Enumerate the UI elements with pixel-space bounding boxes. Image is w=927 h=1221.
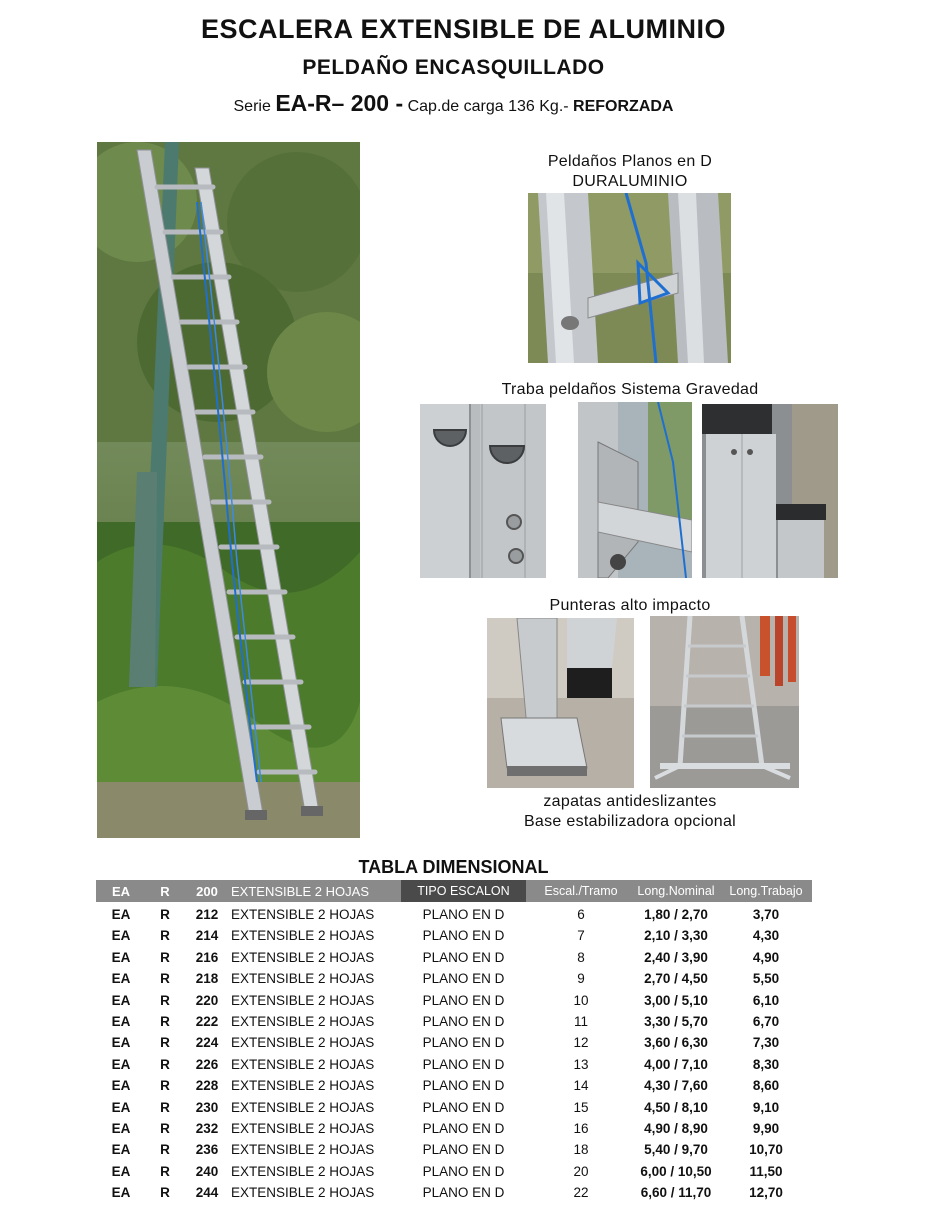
caps-caption: Punteras alto impacto bbox=[549, 597, 711, 614]
cell-ea: EA bbox=[111, 1099, 131, 1115]
cell-esc: 7 bbox=[577, 928, 585, 944]
page-title: ESCALERA EXTENSIBLE DE ALUMINIO bbox=[200, 14, 727, 44]
cell-nom: 4,90 / 8,90 bbox=[644, 1120, 708, 1136]
cell-r: R bbox=[160, 1120, 170, 1136]
cell-num: 214 bbox=[195, 928, 219, 944]
cell-r: R bbox=[160, 971, 170, 987]
cell-num: 226 bbox=[195, 1056, 219, 1072]
cell-nom: 4,00 / 7,10 bbox=[644, 1056, 708, 1072]
lock-photo-3 bbox=[702, 404, 838, 578]
cell-esc: 8 bbox=[577, 949, 585, 965]
cell-nom: 3,60 / 6,30 bbox=[644, 1035, 708, 1051]
cell-ea: EA bbox=[111, 1056, 131, 1072]
cell-esc: 22 bbox=[573, 1185, 589, 1201]
cell-trab: 5,50 bbox=[752, 971, 780, 987]
cell-desc: EXTENSIBLE 2 HOJAS bbox=[231, 1099, 375, 1115]
cell-r: R bbox=[160, 1078, 170, 1094]
cell-tipo: PLANO EN D bbox=[422, 1078, 505, 1094]
cell-ea: EA bbox=[111, 1185, 131, 1201]
cell-r: R bbox=[160, 1056, 170, 1072]
series-code: EA-R– 200 - bbox=[275, 90, 404, 116]
table-title: TABLA DIMENSIONAL bbox=[358, 857, 549, 877]
cell-desc: EXTENSIBLE 2 HOJAS bbox=[231, 971, 375, 987]
cell-nom: 3,30 / 5,70 bbox=[644, 1013, 708, 1029]
load-capacity: Cap.de carga 136 Kg.- bbox=[407, 98, 569, 115]
table-row bbox=[96, 1097, 812, 1118]
cell-r: R bbox=[160, 992, 170, 1008]
caps-photo bbox=[487, 618, 634, 788]
lock-photo-2 bbox=[578, 402, 692, 578]
flat-d-step-photo bbox=[528, 193, 731, 363]
cell-r: R bbox=[160, 1163, 170, 1179]
cell-num: 244 bbox=[195, 1185, 219, 1201]
cell-desc: EXTENSIBLE 2 HOJAS bbox=[231, 1013, 375, 1029]
cell-esc: 6 bbox=[577, 907, 585, 922]
table-row bbox=[96, 1182, 812, 1203]
cell-tipo: PLANO EN D bbox=[422, 928, 505, 944]
cell-desc: EXTENSIBLE 2 HOJAS bbox=[231, 1142, 375, 1158]
cell-trab: 7,30 bbox=[752, 1035, 780, 1051]
cell-esc: 12 bbox=[573, 1035, 589, 1051]
cell-trab: 4,90 bbox=[752, 949, 780, 965]
cell-trab: 3,70 bbox=[752, 907, 780, 922]
cell-num: 222 bbox=[195, 1013, 219, 1029]
cell-desc: EXTENSIBLE 2 HOJAS bbox=[231, 1185, 375, 1201]
cell-esc: 20 bbox=[573, 1163, 589, 1179]
feet-caption-line2: Base estabilizadora opcional bbox=[523, 813, 737, 830]
cell-ea: EA bbox=[111, 1035, 131, 1051]
main-ladder-photo bbox=[97, 142, 360, 838]
cell-num: 212 bbox=[195, 907, 219, 922]
table-row bbox=[96, 1054, 812, 1075]
table-row bbox=[96, 1118, 812, 1139]
table-row bbox=[96, 1032, 812, 1053]
cell-num: 220 bbox=[195, 992, 219, 1008]
cell-ea: EA bbox=[111, 949, 131, 965]
cell-r: R bbox=[160, 1099, 170, 1115]
table-row bbox=[96, 1075, 812, 1096]
cell-esc: 16 bbox=[573, 1120, 589, 1136]
cell-num: 230 bbox=[195, 1099, 219, 1115]
cell-r: R bbox=[160, 949, 170, 965]
header-num: 200 bbox=[196, 884, 218, 899]
cell-nom: 5,40 / 9,70 bbox=[644, 1142, 708, 1158]
steps-caption-line2: DURALUMINIO bbox=[572, 173, 688, 190]
cell-esc: 18 bbox=[573, 1142, 589, 1158]
cell-num: 224 bbox=[195, 1035, 219, 1051]
cell-esc: 15 bbox=[573, 1099, 589, 1115]
cell-tipo: PLANO EN D bbox=[422, 1099, 505, 1115]
cell-trab: 9,90 bbox=[752, 1120, 780, 1136]
cell-tipo: PLANO EN D bbox=[422, 1013, 505, 1029]
cell-nom: 2,10 / 3,30 bbox=[644, 928, 708, 944]
header-desc: EXTENSIBLE 2 HOJAS bbox=[231, 884, 369, 899]
cell-tipo: PLANO EN D bbox=[422, 907, 505, 922]
cell-trab: 4,30 bbox=[752, 928, 780, 944]
series-prefix: Serie bbox=[233, 98, 271, 115]
cell-tipo: PLANO EN D bbox=[422, 1035, 505, 1051]
lock-caption: Traba peldaños Sistema Gravedad bbox=[501, 381, 759, 398]
feet-caption-line1: zapatas antideslizantes bbox=[543, 793, 717, 810]
table-row bbox=[96, 990, 812, 1011]
table-header bbox=[96, 880, 812, 902]
cell-ea: EA bbox=[111, 907, 131, 922]
cell-esc: 9 bbox=[577, 971, 585, 987]
cell-r: R bbox=[160, 907, 170, 922]
cell-tipo: PLANO EN D bbox=[422, 992, 505, 1008]
reinforced-label: REFORZADA bbox=[573, 98, 674, 115]
cell-tipo: PLANO EN D bbox=[422, 1120, 505, 1136]
header-trab: Long.Trabajo bbox=[729, 884, 803, 898]
stabilizer-base-photo bbox=[650, 616, 799, 788]
cell-desc: EXTENSIBLE 2 HOJAS bbox=[231, 928, 375, 944]
cell-esc: 14 bbox=[573, 1078, 589, 1094]
cell-tipo: PLANO EN D bbox=[422, 1185, 505, 1201]
cell-desc: EXTENSIBLE 2 HOJAS bbox=[231, 907, 375, 922]
cell-nom: 2,70 / 4,50 bbox=[644, 971, 708, 987]
cell-tipo: PLANO EN D bbox=[422, 971, 505, 987]
cell-r: R bbox=[160, 1035, 170, 1051]
table-row bbox=[96, 1161, 812, 1182]
cell-ea: EA bbox=[111, 1163, 131, 1179]
header-esc: Escal./Tramo bbox=[544, 884, 618, 898]
cell-ea: EA bbox=[111, 1120, 131, 1136]
steps-caption-line1: Peldaños Planos en D bbox=[547, 153, 713, 170]
series-line bbox=[0, 90, 907, 117]
cell-r: R bbox=[160, 928, 170, 944]
cell-tipo: PLANO EN D bbox=[422, 1163, 505, 1179]
cell-nom: 4,50 / 8,10 bbox=[644, 1099, 708, 1115]
page-subtitle: PELDAÑO ENCASQUILLADO bbox=[302, 56, 605, 79]
cell-r: R bbox=[160, 1185, 170, 1201]
cell-ea: EA bbox=[111, 1013, 131, 1029]
cell-num: 232 bbox=[195, 1120, 219, 1136]
cell-esc: 10 bbox=[573, 992, 589, 1008]
header-tipo: TIPO ESCALON bbox=[401, 880, 526, 902]
cell-desc: EXTENSIBLE 2 HOJAS bbox=[231, 1163, 375, 1179]
feet-caption bbox=[480, 792, 780, 832]
cell-desc: EXTENSIBLE 2 HOJAS bbox=[231, 1120, 375, 1136]
steps-caption bbox=[500, 152, 760, 192]
cell-num: 240 bbox=[195, 1163, 219, 1179]
cell-ea: EA bbox=[111, 992, 131, 1008]
cell-num: 216 bbox=[195, 949, 219, 965]
cell-nom: 6,00 / 10,50 bbox=[640, 1163, 712, 1179]
cell-trab: 11,50 bbox=[749, 1163, 783, 1179]
header-nom: Long.Nominal bbox=[637, 884, 715, 898]
cell-ea: EA bbox=[111, 1078, 131, 1094]
table-body bbox=[96, 904, 812, 1203]
cell-tipo: PLANO EN D bbox=[422, 1056, 505, 1072]
cell-trab: 9,10 bbox=[752, 1099, 780, 1115]
table-row bbox=[96, 1011, 812, 1032]
cell-esc: 13 bbox=[573, 1056, 589, 1072]
cell-trab: 10,70 bbox=[749, 1142, 783, 1158]
cell-r: R bbox=[160, 1142, 170, 1158]
cell-num: 228 bbox=[195, 1078, 219, 1094]
cell-ea: EA bbox=[111, 971, 131, 987]
cell-desc: EXTENSIBLE 2 HOJAS bbox=[231, 949, 375, 965]
cell-num: 236 bbox=[195, 1142, 219, 1158]
header-r: R bbox=[160, 884, 170, 899]
table-row bbox=[96, 947, 812, 968]
table-row bbox=[96, 1139, 812, 1160]
cell-desc: EXTENSIBLE 2 HOJAS bbox=[231, 1078, 375, 1094]
cell-desc: EXTENSIBLE 2 HOJAS bbox=[231, 992, 375, 1008]
cell-nom: 6,60 / 11,70 bbox=[640, 1185, 712, 1201]
table-row bbox=[96, 968, 812, 989]
cell-nom: 2,40 / 3,90 bbox=[644, 949, 708, 965]
table-row bbox=[96, 904, 812, 925]
cell-desc: EXTENSIBLE 2 HOJAS bbox=[231, 1056, 375, 1072]
cell-nom: 4,30 / 7,60 bbox=[644, 1078, 708, 1094]
cell-ea: EA bbox=[111, 1142, 131, 1158]
cell-trab: 8,30 bbox=[752, 1056, 780, 1072]
cell-nom: 3,00 / 5,10 bbox=[644, 992, 708, 1008]
cell-ea: EA bbox=[111, 928, 131, 944]
cell-nom: 1,80 / 2,70 bbox=[644, 907, 708, 922]
cell-trab: 12,70 bbox=[749, 1185, 783, 1201]
cell-num: 218 bbox=[195, 971, 219, 987]
cell-r: R bbox=[160, 1013, 170, 1029]
cell-trab: 8,60 bbox=[752, 1078, 780, 1094]
cell-trab: 6,10 bbox=[752, 992, 780, 1008]
table-row bbox=[96, 925, 812, 946]
cell-desc: EXTENSIBLE 2 HOJAS bbox=[231, 1035, 375, 1051]
header-ea: EA bbox=[111, 884, 131, 899]
cell-esc: 11 bbox=[573, 1013, 588, 1029]
lock-photo-1 bbox=[420, 404, 546, 578]
cell-trab: 6,70 bbox=[752, 1013, 780, 1029]
cell-tipo: PLANO EN D bbox=[422, 1142, 505, 1158]
cell-tipo: PLANO EN D bbox=[422, 949, 505, 965]
